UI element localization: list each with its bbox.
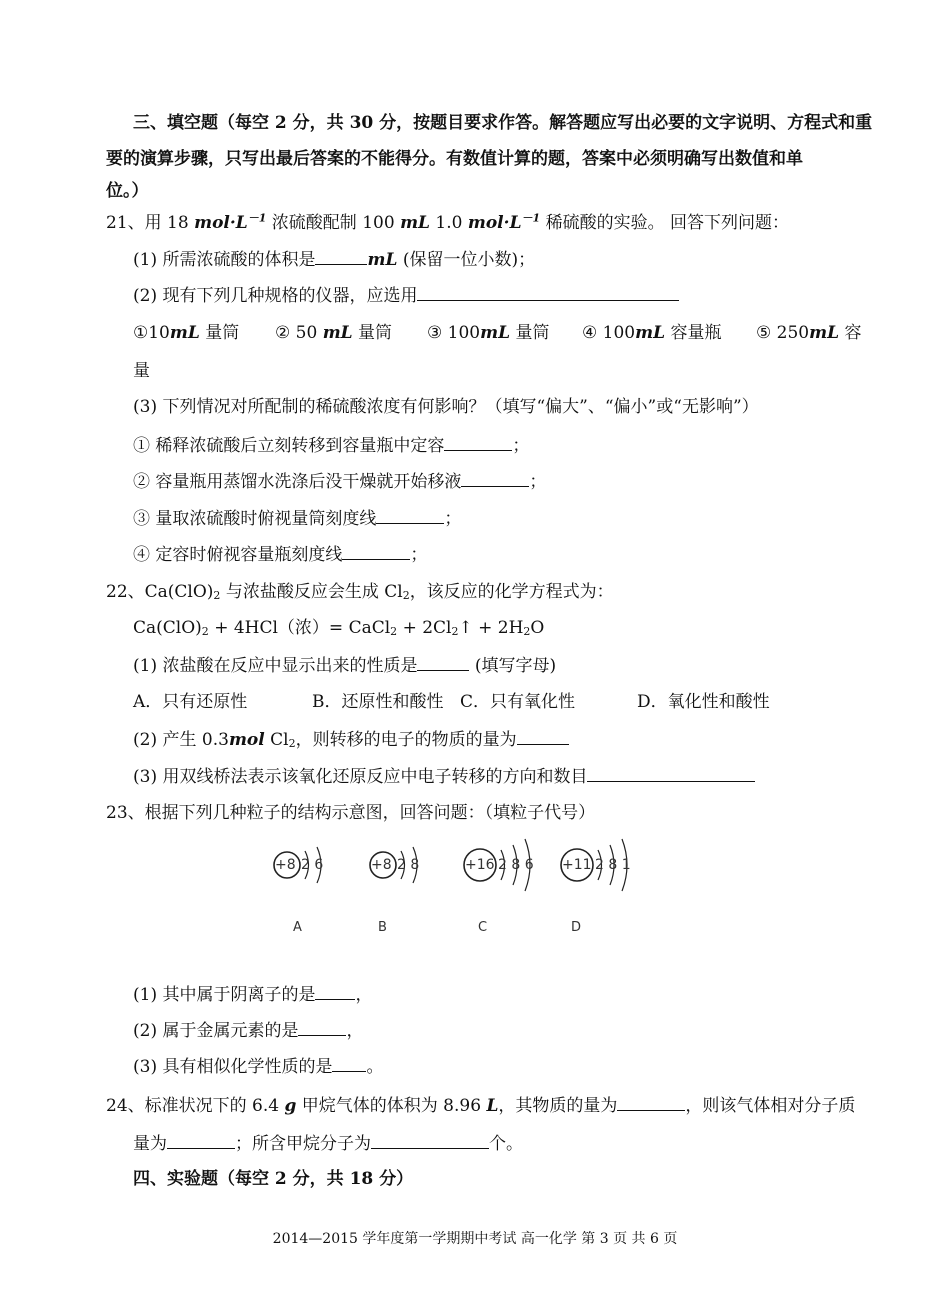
q21-option5: ⑤ 250mL 容 <box>756 323 862 343</box>
nucleus-charge: +11 <box>562 857 592 873</box>
q23-stem: 23、根据下列几种粒子的结构示意图，回答问题：（填粒子代号） <box>106 803 596 823</box>
nucleus-charge: +8 <box>371 857 392 873</box>
shell-electrons: 2 8 6 <box>498 857 534 873</box>
structure-diagram-a <box>270 838 350 898</box>
q22-option-a: A．只有还原性 <box>133 692 248 712</box>
q22-option-b: B．还原性和酸性 <box>312 692 444 712</box>
answer-blank[interactable] <box>167 1132 235 1149</box>
diagram-label-a: A <box>293 920 302 935</box>
answer-blank[interactable] <box>587 765 755 782</box>
q22-part3: (3) 用双线桥法表示该氧化还原反应中电子转移的方向和数目 <box>133 765 755 788</box>
section3-line1: 三、填空题（每空 2 分，共 30 分，按题目要求作答。解答题应写出必要的文字说明、方程式和重 <box>133 113 873 133</box>
structure-diagram-d <box>557 830 647 900</box>
q21-sub3: ③ 量取浓硫酸时俯视量筒刻度线 ； <box>133 509 462 529</box>
section3-line2: 要的演算步骤，只写出最后答案的不能得分。有数值计算的题，答案中必须明确写出数值和单 <box>106 149 803 169</box>
q24-line1: 24、标准状况下的 6.4 g 甲烷气体的体积为 8.96 L，其物质的量为 ，则该气体相对分子质 <box>106 1096 856 1116</box>
q21-option3: ③ 100mL 量筒 <box>427 323 550 343</box>
nucleus-charge: +16 <box>465 857 495 873</box>
q22-stem: 22、$Ca(ClO)_2$ 与浓盐酸反应会生成 $Cl_2$，该反应的化学方程式为： <box>106 582 614 602</box>
q22-option-c: C．只有氧化性 <box>460 692 576 712</box>
answer-blank[interactable] <box>342 543 410 560</box>
q24-line2: 量为 ；所含甲烷分子为 个。 <box>133 1134 523 1154</box>
answer-blank[interactable] <box>617 1094 685 1111</box>
answer-blank[interactable] <box>444 434 512 451</box>
answer-blank[interactable] <box>332 1055 366 1072</box>
q23-part1: (1) 其中属于阴离子的是 ， <box>133 985 373 1005</box>
answer-blank[interactable] <box>315 983 355 1000</box>
answer-blank[interactable] <box>517 728 569 745</box>
q22-option-d: D．氧化性和酸性 <box>637 692 770 712</box>
q23-part3: (3) 具有相似化学性质的是 。 <box>133 1057 384 1077</box>
answer-blank[interactable] <box>315 248 367 265</box>
answer-blank[interactable] <box>417 654 469 671</box>
answer-blank[interactable] <box>461 470 529 487</box>
structure-diagram-c <box>460 830 550 900</box>
diagram-label-d: D <box>571 920 582 935</box>
answer-blank[interactable] <box>417 284 679 301</box>
q21-sub1: ① 稀释浓硫酸后立刻转移到容量瓶中定容 ； <box>133 436 530 456</box>
q21-part2: (2) 现有下列几种规格的仪器，应选用 <box>133 284 679 307</box>
q21-part3: (3) 下列情况对所配制的稀硫酸浓度有何影响？（填写“偏大”、“偏小”或“无影响”） <box>133 397 759 417</box>
section4-heading: 四、实验题（每空 2 分，共 18 分） <box>133 1169 414 1189</box>
q21-option5-cont: 量 <box>133 361 150 381</box>
q22-part2: (2) 产生 0.3mol $Cl_2$，则转移的电子的物质的量为 <box>133 728 569 751</box>
answer-blank[interactable] <box>298 1019 346 1036</box>
q22-equation: $Ca(ClO)_2 + 4HCl$（浓）= CaCl$_2$ + $2Cl_2↑ + 2H_2O$ <box>133 618 545 638</box>
shell-electrons: 2 6 <box>301 857 324 873</box>
structure-diagram-b <box>366 838 446 898</box>
q21-part1: (1) 所需浓硫酸的体积是 mL (保留一位小数)； <box>133 250 536 270</box>
nucleus-charge: +8 <box>275 857 296 873</box>
answer-blank[interactable] <box>371 1132 489 1149</box>
diagram-label-b: B <box>378 920 387 935</box>
q21-stem: 21、用 18 $mol\cdot L^{-1}$ 浓硫酸配制 100 mL 1.0 $mol\cdot L^{-1}$ 稀硫酸的实验。 回答下列问题： <box>106 211 789 233</box>
q21-option1: ①10mL 量筒 <box>133 323 240 343</box>
q21-sub2: ② 容量瓶用蒸馏水洗涤后没干燥就开始移液 ； <box>133 472 547 492</box>
answer-blank[interactable] <box>376 507 444 524</box>
shell-electrons: 2 8 1 <box>595 857 631 873</box>
page-footer: 2014—2015 学年度第一学期期中考试 高一化学 第 3 页 共 6 页 <box>272 1231 678 1247</box>
section3-line3: 位。） <box>106 181 149 201</box>
q22-part1: (1) 浓盐酸在反应中显示出来的性质是 (填写字母) <box>133 656 557 676</box>
q21-option4: ④ 100mL 容量瓶 <box>582 323 722 343</box>
q21-option2: ② 50 mL 量筒 <box>275 323 393 343</box>
q23-part2: (2) 属于金属元素的是 ， <box>133 1021 364 1041</box>
diagram-label-c: C <box>478 920 488 935</box>
shell-electrons: 2 8 <box>397 857 420 873</box>
q21-sub4: ④ 定容时俯视容量瓶刻度线 ； <box>133 545 428 565</box>
